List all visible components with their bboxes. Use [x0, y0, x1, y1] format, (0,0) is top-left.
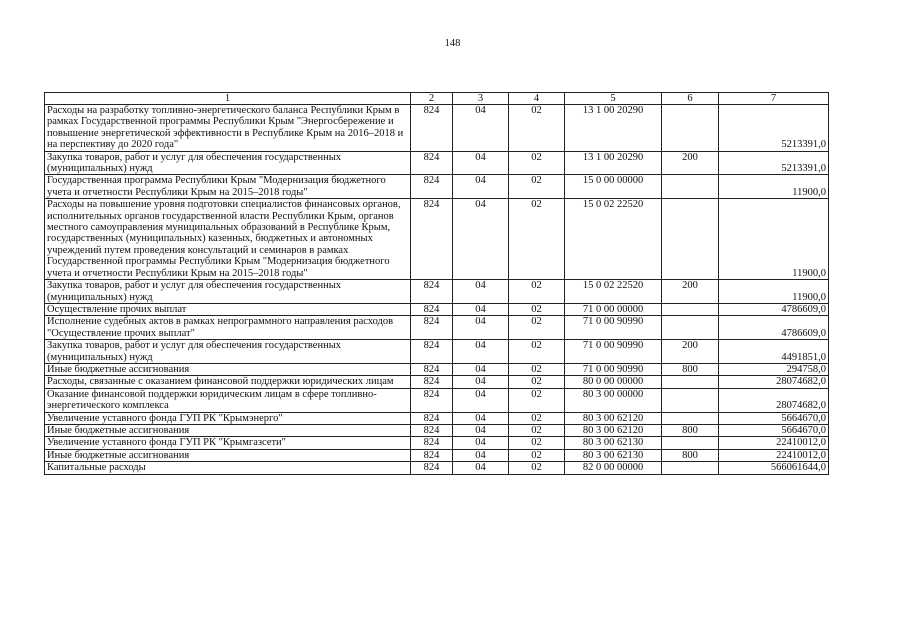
- table-row: [45, 105, 829, 152]
- amount-cell: 28074682,0: [719, 376, 829, 388]
- amount-cell: 4491851,0: [719, 340, 829, 364]
- admin-code-cell: 824: [411, 449, 453, 461]
- subsection-cell: 02: [509, 376, 565, 388]
- table-row: [45, 151, 829, 175]
- section-cell: 04: [453, 316, 509, 340]
- header-cell: 6: [662, 93, 719, 105]
- admin-code-cell: 824: [411, 280, 453, 304]
- target-article-cell: 71 0 00 00000: [565, 303, 662, 315]
- header-cell: 2: [411, 93, 453, 105]
- subsection-cell: 02: [509, 316, 565, 340]
- subsection-cell: 02: [509, 437, 565, 449]
- header-cell: 1: [45, 93, 411, 105]
- header-cell: 5: [565, 93, 662, 105]
- expense-type-cell: 800: [662, 449, 719, 461]
- subsection-cell: 02: [509, 424, 565, 436]
- expense-type-cell: [662, 105, 719, 152]
- expense-type-cell: 800: [662, 424, 719, 436]
- amount-cell: 11900,0: [719, 280, 829, 304]
- table-row: [45, 462, 829, 474]
- target-article-cell: 15 0 02 22520: [565, 280, 662, 304]
- subsection-cell: 02: [509, 105, 565, 152]
- target-article-cell: 80 0 00 00000: [565, 376, 662, 388]
- section-cell: 04: [453, 363, 509, 375]
- description-cell: Иные бюджетные ассигнования: [45, 424, 411, 436]
- admin-code-cell: 824: [411, 175, 453, 199]
- amount-cell: 5664670,0: [719, 424, 829, 436]
- subsection-cell: 02: [509, 388, 565, 412]
- section-cell: 04: [453, 303, 509, 315]
- expense-type-cell: [662, 412, 719, 424]
- section-cell: 04: [453, 437, 509, 449]
- amount-cell: 4786609,0: [719, 303, 829, 315]
- expense-type-cell: 800: [662, 363, 719, 375]
- section-cell: 04: [453, 175, 509, 199]
- target-article-cell: 80 3 00 62120: [565, 424, 662, 436]
- admin-code-cell: 824: [411, 316, 453, 340]
- amount-cell: 11900,0: [719, 199, 829, 280]
- section-cell: 04: [453, 388, 509, 412]
- description-cell: Иные бюджетные ассигнования: [45, 449, 411, 461]
- target-article-cell: 71 0 00 90990: [565, 363, 662, 375]
- admin-code-cell: 824: [411, 199, 453, 280]
- table-row: [45, 340, 829, 364]
- amount-cell: 28074682,0: [719, 388, 829, 412]
- description-cell: Капитальные расходы: [45, 462, 411, 474]
- target-article-cell: 80 3 00 62130: [565, 449, 662, 461]
- table-row: [45, 449, 829, 461]
- expense-type-cell: [662, 462, 719, 474]
- table-row: [45, 376, 829, 388]
- amount-cell: 5664670,0: [719, 412, 829, 424]
- description-cell: Государственная программа Республики Крым "Модернизация бюджетного учета и отчетности Республики Крым на 2015–2018 годы": [45, 175, 411, 199]
- description-cell: Осуществление прочих выплат: [45, 303, 411, 315]
- subsection-cell: 02: [509, 449, 565, 461]
- description-cell: Расходы, связанные с оказанием финансовой поддержки юридических лицам: [45, 376, 411, 388]
- target-article-cell: 15 0 00 00000: [565, 175, 662, 199]
- admin-code-cell: 824: [411, 424, 453, 436]
- description-cell: Исполнение судебных актов в рамках непрограммного направления расходов "Осуществление прочих выплат": [45, 316, 411, 340]
- admin-code-cell: 824: [411, 340, 453, 364]
- subsection-cell: 02: [509, 363, 565, 375]
- table-row: [45, 175, 829, 199]
- amount-cell: 22410012,0: [719, 437, 829, 449]
- expense-type-cell: [662, 376, 719, 388]
- target-article-cell: 71 0 00 90990: [565, 340, 662, 364]
- amount-cell: 4786609,0: [719, 316, 829, 340]
- section-cell: 04: [453, 449, 509, 461]
- subsection-cell: 02: [509, 175, 565, 199]
- subsection-cell: 02: [509, 303, 565, 315]
- section-cell: 04: [453, 462, 509, 474]
- admin-code-cell: 824: [411, 363, 453, 375]
- target-article-cell: 15 0 02 22520: [565, 199, 662, 280]
- subsection-cell: 02: [509, 412, 565, 424]
- section-cell: 04: [453, 199, 509, 280]
- section-cell: 04: [453, 376, 509, 388]
- amount-cell: 11900,0: [719, 175, 829, 199]
- admin-code-cell: 824: [411, 462, 453, 474]
- section-cell: 04: [453, 280, 509, 304]
- subsection-cell: 02: [509, 151, 565, 175]
- budget-table: [44, 92, 829, 475]
- target-article-cell: 71 0 00 90990: [565, 316, 662, 340]
- description-cell: Иные бюджетные ассигнования: [45, 363, 411, 375]
- target-article-cell: 80 3 00 00000: [565, 388, 662, 412]
- table-row: [45, 316, 829, 340]
- admin-code-cell: 824: [411, 303, 453, 315]
- header-cell: 7: [719, 93, 829, 105]
- description-cell: Расходы на повышение уровня подготовки специалистов финансовых органов, исполнительных органов государственной власти Республики Крым, органов местного самоуправления муниципальных образований в Республике Крым, государственных (муниципальных) казенных, бюджетных и автономных учреждений путем проведения консультаций и семинаров в рамках Государственной программы Республики Крым "Модернизация бюджетного учета и отчетности Республики Крым на 2015–2018 годы": [45, 199, 411, 280]
- section-cell: 04: [453, 105, 509, 152]
- target-article-cell: 13 1 00 20290: [565, 105, 662, 152]
- section-cell: 04: [453, 412, 509, 424]
- expense-type-cell: [662, 388, 719, 412]
- description-cell: Расходы на разработку топливно-энергетического баланса Республики Крым в рамках Государственной программы Республики Крым "Энергосбережение и повышение энергетической эффективности в Республике Крым на 2016–2018 и на перспективу до 2020 года": [45, 105, 411, 152]
- expense-type-cell: [662, 175, 719, 199]
- target-article-cell: 82 0 00 00000: [565, 462, 662, 474]
- expense-type-cell: [662, 303, 719, 315]
- admin-code-cell: 824: [411, 437, 453, 449]
- header-cell: 3: [453, 93, 509, 105]
- table-header-row: [45, 93, 829, 105]
- expense-type-cell: [662, 437, 719, 449]
- section-cell: 04: [453, 340, 509, 364]
- target-article-cell: 13 1 00 20290: [565, 151, 662, 175]
- description-cell: Увеличение уставного фонда ГУП РК "Крымгазсети": [45, 437, 411, 449]
- header-cell: 4: [509, 93, 565, 105]
- table-row: [45, 280, 829, 304]
- expense-type-cell: [662, 199, 719, 280]
- description-cell: Увеличение уставного фонда ГУП РК "Крымэнерго": [45, 412, 411, 424]
- admin-code-cell: 824: [411, 151, 453, 175]
- section-cell: 04: [453, 424, 509, 436]
- admin-code-cell: 824: [411, 376, 453, 388]
- page-number: 148: [444, 38, 461, 49]
- section-cell: 04: [453, 151, 509, 175]
- amount-cell: 566061644,0: [719, 462, 829, 474]
- table-row: [45, 388, 829, 412]
- subsection-cell: 02: [509, 340, 565, 364]
- subsection-cell: 02: [509, 199, 565, 280]
- admin-code-cell: 824: [411, 388, 453, 412]
- target-article-cell: 80 3 00 62130: [565, 437, 662, 449]
- table-row: [45, 412, 829, 424]
- expense-type-cell: 200: [662, 151, 719, 175]
- table-row: [45, 303, 829, 315]
- subsection-cell: 02: [509, 462, 565, 474]
- table-row: [45, 437, 829, 449]
- amount-cell: 22410012,0: [719, 449, 829, 461]
- expense-type-cell: [662, 316, 719, 340]
- description-cell: Закупка товаров, работ и услуг для обеспечения государственных (муниципальных) нужд: [45, 340, 411, 364]
- admin-code-cell: 824: [411, 412, 453, 424]
- amount-cell: 5213391,0: [719, 151, 829, 175]
- description-cell: Закупка товаров, работ и услуг для обеспечения государственных (муниципальных) нужд: [45, 151, 411, 175]
- amount-cell: 294758,0: [719, 363, 829, 375]
- table-row: [45, 363, 829, 375]
- description-cell: Оказание финансовой поддержки юридическим лицам в сфере топливно-энергетического комплекса: [45, 388, 411, 412]
- table-row: [45, 199, 829, 280]
- subsection-cell: 02: [509, 280, 565, 304]
- target-article-cell: 80 3 00 62120: [565, 412, 662, 424]
- admin-code-cell: 824: [411, 105, 453, 152]
- amount-cell: 5213391,0: [719, 105, 829, 152]
- table-row: [45, 424, 829, 436]
- expense-type-cell: 200: [662, 340, 719, 364]
- description-cell: Закупка товаров, работ и услуг для обеспечения государственных (муниципальных) нужд: [45, 280, 411, 304]
- expense-type-cell: 200: [662, 280, 719, 304]
